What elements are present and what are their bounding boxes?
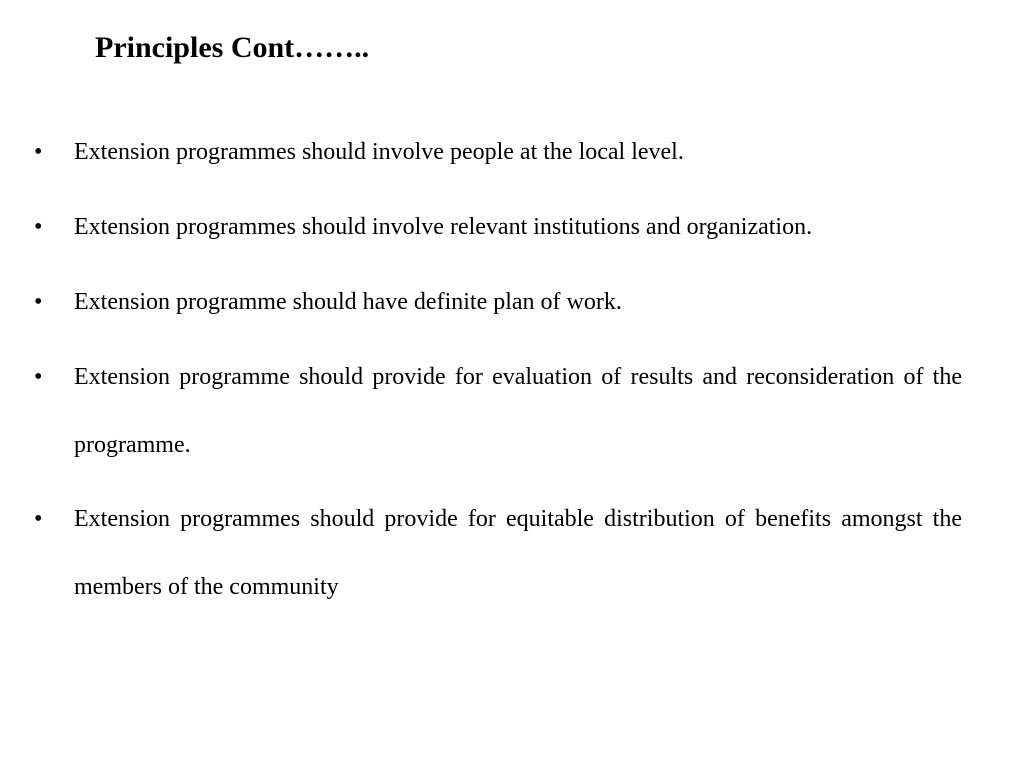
bullet-icon: • bbox=[34, 289, 43, 315]
bullet-item-4 bbox=[0, 343, 962, 479]
bullet-item-3 bbox=[0, 280, 962, 324]
bullet-text: Extension programmes should provide for equitable distribution of benefits amongst the members of the community bbox=[74, 506, 962, 600]
bullet-item-5 bbox=[0, 485, 962, 621]
bullet-list bbox=[0, 130, 1024, 639]
bullet-icon: • bbox=[34, 214, 43, 240]
bullet-item-1 bbox=[0, 130, 962, 174]
bullet-text: Extension programmes should involve people at the local level. bbox=[74, 139, 684, 165]
slide-title: Principles Cont…….. bbox=[95, 31, 370, 64]
bullet-text: Extension programme should provide for evaluation of results and reconsideration of the programme. bbox=[74, 364, 962, 458]
bullet-icon: • bbox=[34, 139, 43, 165]
bullet-item-2 bbox=[0, 205, 962, 249]
bullet-text: Extension programmes should involve relevant institutions and organization. bbox=[74, 214, 813, 240]
bullet-icon: • bbox=[34, 364, 43, 390]
bullet-icon: • bbox=[34, 506, 43, 532]
bullet-text: Extension programme should have definite plan of work. bbox=[74, 289, 622, 315]
